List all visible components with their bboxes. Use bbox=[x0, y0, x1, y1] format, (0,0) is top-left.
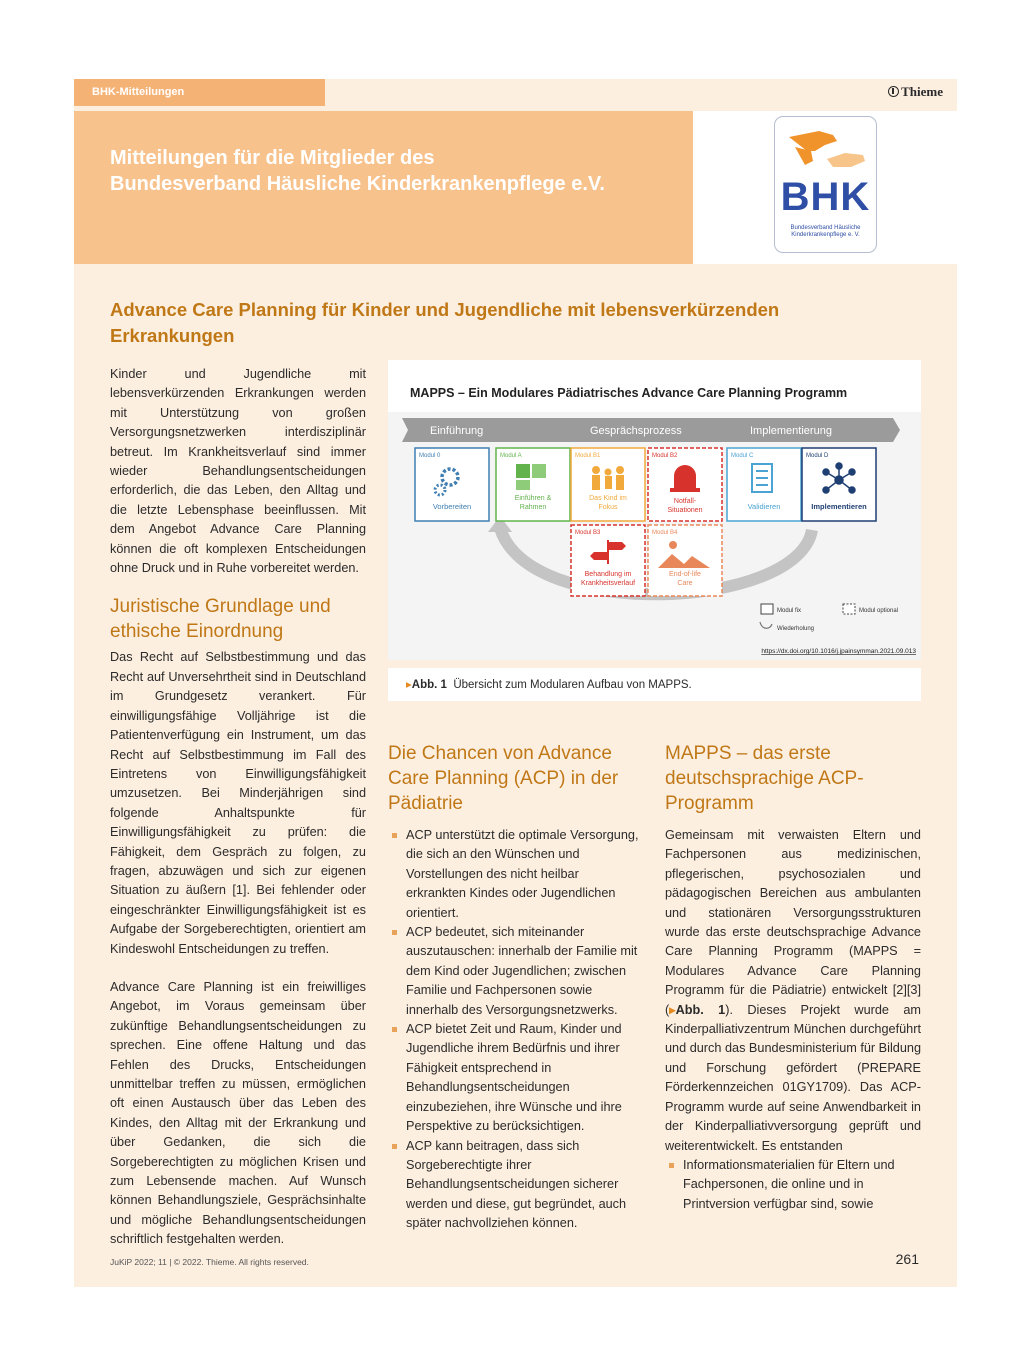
legend-fix: Modul fix bbox=[777, 608, 802, 614]
phase-einfuehrung: Einführung bbox=[430, 425, 484, 437]
thieme-logo-icon bbox=[888, 86, 899, 97]
module-a bbox=[496, 448, 570, 521]
figure-title: MAPPS – Ein Modulares Pädiatrisches Advance Care Planning Programm bbox=[410, 386, 848, 400]
left-column bbox=[110, 365, 366, 1250]
mapps-diagram bbox=[388, 360, 921, 660]
module-b1 bbox=[571, 448, 645, 521]
svg-text:Modul B3: Modul B3 bbox=[575, 530, 601, 536]
module-b3-label-line-2: Krankheitsverlauf bbox=[580, 580, 636, 587]
heading-chancen: Die Chancen von Advance Care Planning (ACP) in der Pädiatrie bbox=[388, 743, 619, 814]
logo-abbr: BHK bbox=[780, 175, 871, 219]
module-a-label-line-2: Rahmen bbox=[519, 504, 547, 511]
module-b1-label-line-1: Das Kind im bbox=[589, 495, 627, 502]
module-b2-label-line-1: Notfall- bbox=[673, 498, 697, 505]
svg-text:Validieren: Validieren bbox=[747, 502, 781, 511]
legend-repeat: Wiederholung bbox=[777, 626, 815, 632]
legend-optional: Modul optional bbox=[859, 608, 899, 614]
page-number: 261 bbox=[895, 1251, 919, 1267]
logo-subtitle bbox=[781, 225, 870, 239]
phase-implementierung: Implementierung bbox=[750, 425, 832, 437]
mapps-paragraph-part-1: Gemeinsam mit verwaisten Eltern und Fachpersonen aus medizinischen, pflegerischen, psychosozialen und pädagogischen Bereichen aus ambulanten und stationären Versorgungsstrukturen wurde das erste deutschsprachige Advance Care Planning Programm (MAPPS = Modulares Advance Care Planning Programm für die Pädiatrie) entwickelt [2][3] ( bbox=[665, 828, 921, 1017]
module-b3-label-line-1: Behandlung im bbox=[584, 571, 632, 578]
svg-text:Modul B1: Modul B1 bbox=[575, 453, 601, 459]
svg-text:Modul D: Modul D bbox=[806, 453, 829, 459]
svg-text:Implementieren: Implementieren bbox=[811, 502, 867, 511]
banner-title-line-2: Bundesverband Häusliche Kinderkrankenpflege e.V. bbox=[110, 173, 605, 195]
module-b4 bbox=[648, 525, 722, 596]
mapps-paragraph-part-2: ). Dieses Projekt wurde am Kinderpalliativzentrum München durchgeführt und durch das Bundesministerium für Bildung und Forschung gefördert (PREPARE Förderkennzeichen 01GY1709). Das ACP-Programm wurde auf seine Anwendbarkeit in der Kinderpalliativversorgung geprüft und weiterentwickelt. Es entstanden bbox=[665, 1002, 922, 1153]
mapps-list bbox=[665, 1156, 921, 1214]
banner-title-line-1: Mitteilungen für die Mitglieder des bbox=[110, 147, 435, 169]
figure-reference-link[interactable] bbox=[669, 1003, 725, 1017]
list-item: ACP bedeutet, sich miteinander auszutauschen: innerhalb der Familie mit dem Kind oder Jugendlichen; zwischen Familie und Fachpersonen sowie innerhalb des Versorgungsnetzwerks. bbox=[388, 923, 640, 1020]
middle-column bbox=[388, 741, 640, 1234]
figure-reference-label: Abb. 1 bbox=[675, 1002, 726, 1017]
puzzle-icon bbox=[516, 464, 530, 478]
chancen-list bbox=[388, 826, 640, 1234]
heading-juristische-grundlage: Juristische Grundlage und ethische Einordnung bbox=[110, 596, 331, 643]
puzzle-icon bbox=[532, 464, 546, 478]
section-tag: BHK-Mitteilungen bbox=[74, 79, 325, 106]
page bbox=[74, 79, 957, 1287]
footer-citation: JuKiP 2022; 11 | © 2022. Thieme. All rights reserved. bbox=[110, 1257, 309, 1267]
module-b3 bbox=[571, 525, 645, 596]
module-0 bbox=[415, 448, 489, 521]
list-item: ACP unterstützt die optimale Versorgung, die sich an den Wünschen und Vorstellungen des nicht heilbar erkrankten Kindes oder Jugendlichen orientiert. bbox=[388, 826, 640, 923]
caption-text: Übersicht zum Modularen Aufbau von MAPPS. bbox=[453, 679, 692, 691]
figure-doi: https://dx.doi.org/10.1016/j.jpainsymman.2021.09.013 bbox=[761, 648, 916, 655]
module-a-label-line-1: Einführen & bbox=[514, 495, 552, 502]
svg-text:Vorbereiten: Vorbereiten bbox=[432, 502, 472, 511]
svg-text:Modul C: Modul C bbox=[731, 453, 754, 459]
list-item: ACP kann beitragen, dass sich Sorgeberechtigte ihrer Behandlungsentscheidungen sicherer werden und diese, gut begründet, auch später nachvollziehen können. bbox=[388, 1137, 640, 1234]
juristische-paragraph-2: Advance Care Planning ist ein freiwilliges Angebot, im Voraus gemeinsam über zukünftige Behandlungsentscheidungen zu sprechen. Eine offene Haltung und das Fehlen des Drucks, Entscheidungen unmittelbar treffen zu müssen, ermöglichen oft einen Austausch über das Leben des Kindes, den Alltag mit der Erkrankung und über Gedanken, die sich die Sorgeberechtigten zu möglichen Krisen und zum Lebensende machen. Auf Wunsch können Behandlungsziele, Gesprächsinhalte und mögliche Behandlungsentscheidungen schriftlich festgehalten werden. bbox=[110, 979, 366, 1247]
module-d bbox=[802, 448, 876, 521]
bhk-logo bbox=[774, 116, 877, 253]
module-c bbox=[727, 448, 801, 521]
mapps-paragraph bbox=[665, 826, 921, 1156]
svg-text:Modul B4: Modul B4 bbox=[652, 530, 678, 536]
reference-arrow-icon: ▸ bbox=[669, 1002, 676, 1017]
article-title: Advance Care Planning für Kinder und Jugendliche mit lebensverkürzenden Erkrankungen bbox=[110, 299, 780, 346]
module-b2-label-line-2: Situationen bbox=[667, 507, 703, 514]
figure-mapps bbox=[388, 360, 921, 660]
svg-text:Modul B2: Modul B2 bbox=[652, 453, 678, 459]
list-item: Informationsmaterialien für Eltern und Fachpersonen, die online und in Printversion verfügbar sind, sowie bbox=[665, 1156, 921, 1214]
list-item: ACP bietet Zeit und Raum, Kinder und Jugendliche ihrem Bedürfnis und ihrer Fähigkeit entsprechend in Behandlungsentscheidungen einzubeziehen, ihre Wünsche und ihre Perspektive zu berücksichtigen. bbox=[388, 1020, 640, 1136]
puzzle-icon bbox=[516, 480, 530, 490]
juristische-paragraph-1: Das Recht auf Selbstbestimmung und das Recht auf Unversehrtheit sind in Deutschland im Grundgesetz verankert. Für einwilligungsfähige Volljährige ist die Patientenverfügung ein Instrument, um das Recht auf Selbstbestimmung im Fall des Eintretens von Einwilligungsfähigkeit umzusetzen. Bei Minderjährigen sind folgende Anhaltspunkte für Einwilligungsfähigkeit zu prüfen: die Fähigkeit, dem Gespräch zu folgen, zu fragen, abzuwägen und sich zur eigenen Situation zu äußern [1]. Bei fehlender oder eingeschränkter Einwilligungsfähigkeit ist es Aufgabe der Sorgeberechtigten, orientiert am Kindeswohl Entscheidungen zu treffen. bbox=[110, 650, 366, 956]
logo-area bbox=[693, 111, 957, 264]
publisher-name: Thieme bbox=[901, 84, 943, 99]
figure-caption bbox=[388, 668, 921, 701]
module-b4-label-line-2: Care bbox=[677, 580, 693, 587]
logo-subtitle-line-2: Kinderkrankenpflege e. V. bbox=[791, 232, 860, 238]
module-b2 bbox=[648, 448, 722, 521]
hands-icon bbox=[775, 121, 878, 181]
intro-paragraph: Kinder und Jugendliche mit lebensverkürzenden Erkrankungen werden mit Unterstützung von großen Versorgungsnetzwerken interdisziplinär betreut. Im Krankheitsverlauf sind immer wieder Behandlungsentscheidungen erforderlich, die das Leben, den Alltag und die letzte Lebensphase beeinflussen. Mit dem Angebot Advance Care Planning können die oft komplexen Entscheidungen ohne Druck und in Ruhe vorbereitet werden. bbox=[110, 367, 366, 576]
module-b1-label-line-2: Fokus bbox=[598, 504, 618, 511]
banner-title bbox=[110, 145, 670, 197]
svg-text:Modul 0: Modul 0 bbox=[419, 453, 441, 459]
top-bar bbox=[74, 79, 957, 106]
svg-text:Modul A: Modul A bbox=[500, 453, 522, 459]
module-b4-label-line-1: End-of-life bbox=[669, 571, 701, 578]
phase-gespraechsprozess: Gesprächsprozess bbox=[590, 425, 682, 437]
logo-subtitle-line-1: Bundesverband Häusliche bbox=[790, 225, 861, 231]
title-banner bbox=[74, 111, 693, 264]
caption-arrow-icon: ▸ bbox=[406, 679, 412, 691]
heading-mapps: MAPPS – das erste deutschsprachige ACP-Programm bbox=[665, 743, 864, 814]
caption-label: Abb. 1 bbox=[411, 679, 447, 691]
family-icon bbox=[592, 466, 624, 490]
right-column bbox=[665, 741, 921, 1214]
publisher-brand bbox=[888, 84, 943, 100]
